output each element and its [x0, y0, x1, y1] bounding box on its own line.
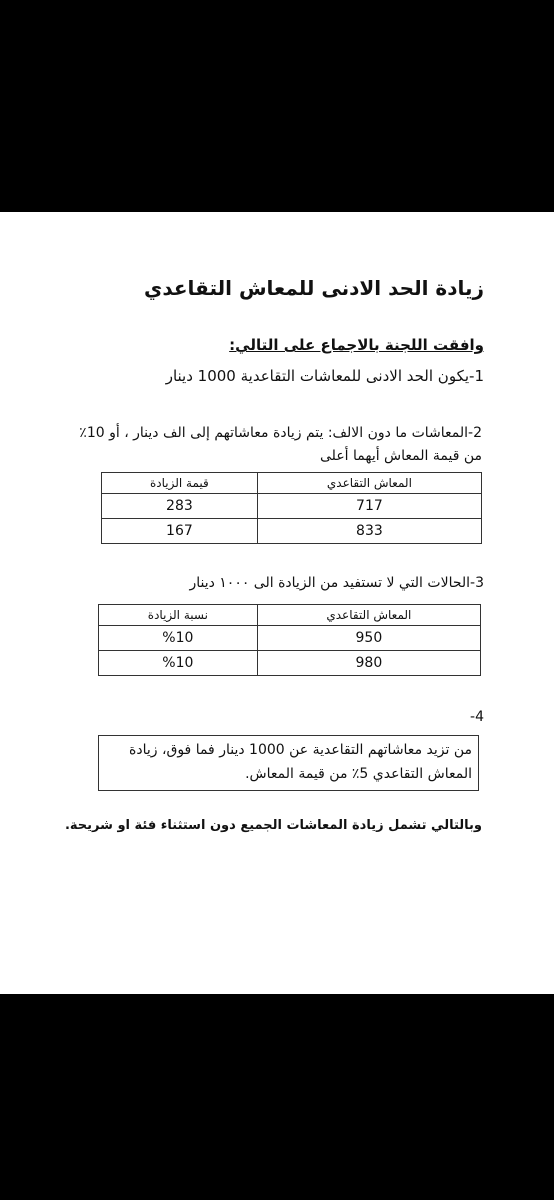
table-cell: %10	[99, 651, 258, 676]
item-4-box: من تزيد معاشاتهم التقاعدية عن 1000 دينار فما فوق، زيادة المعاش التقاعدي 5٪ من قيمة المعاش.	[98, 735, 479, 791]
table-header-row	[99, 605, 481, 626]
table-pension-increase	[101, 472, 482, 544]
item-3: 3-الحالات التي لا تستفيد من الزيادة الى ١٠٠٠ دينار	[189, 575, 484, 591]
table-cell: %10	[99, 626, 258, 651]
table-row	[102, 519, 482, 544]
table-header-cell: المعاش التقاعدي	[257, 605, 480, 626]
table-cell: 980	[257, 651, 480, 676]
table-header-cell: المعاش التقاعدي	[257, 473, 481, 494]
closing-statement: وبالتالي تشمل زيادة المعاشات الجميع دون استثناء فئة او شريحة.	[64, 818, 482, 833]
table-header-cell: قيمة الزيادة	[102, 473, 258, 494]
document-body	[0, 212, 554, 994]
table-cell: 717	[257, 494, 481, 519]
table-row	[99, 651, 481, 676]
table-cell: 283	[102, 494, 258, 519]
table-increase-ratio	[98, 604, 481, 676]
table-cell: 167	[102, 519, 258, 544]
document-page	[0, 212, 554, 994]
table-cell: 950	[257, 626, 480, 651]
table-row	[102, 494, 482, 519]
table-header-cell: نسبة الزيادة	[99, 605, 258, 626]
item-2: 2-المعاشات ما دون الالف: يتم زيادة معاشاتهم إلى الف دينار ، أو 10٪ من قيمة المعاش أيهما أعلى	[79, 425, 482, 464]
document-title: زيادة الحد الادنى للمعاش التقاعدي	[144, 276, 484, 300]
item-1: 1-يكون الحد الادنى للمعاشات التقاعدية 1000 دينار	[165, 367, 484, 385]
document-subtitle: وافقت اللجنة بالاجماع على التالي:	[229, 336, 484, 354]
table-cell: 833	[257, 519, 481, 544]
item-4-label: 4-	[470, 709, 484, 725]
table-row	[99, 626, 481, 651]
table-header-row	[102, 473, 482, 494]
